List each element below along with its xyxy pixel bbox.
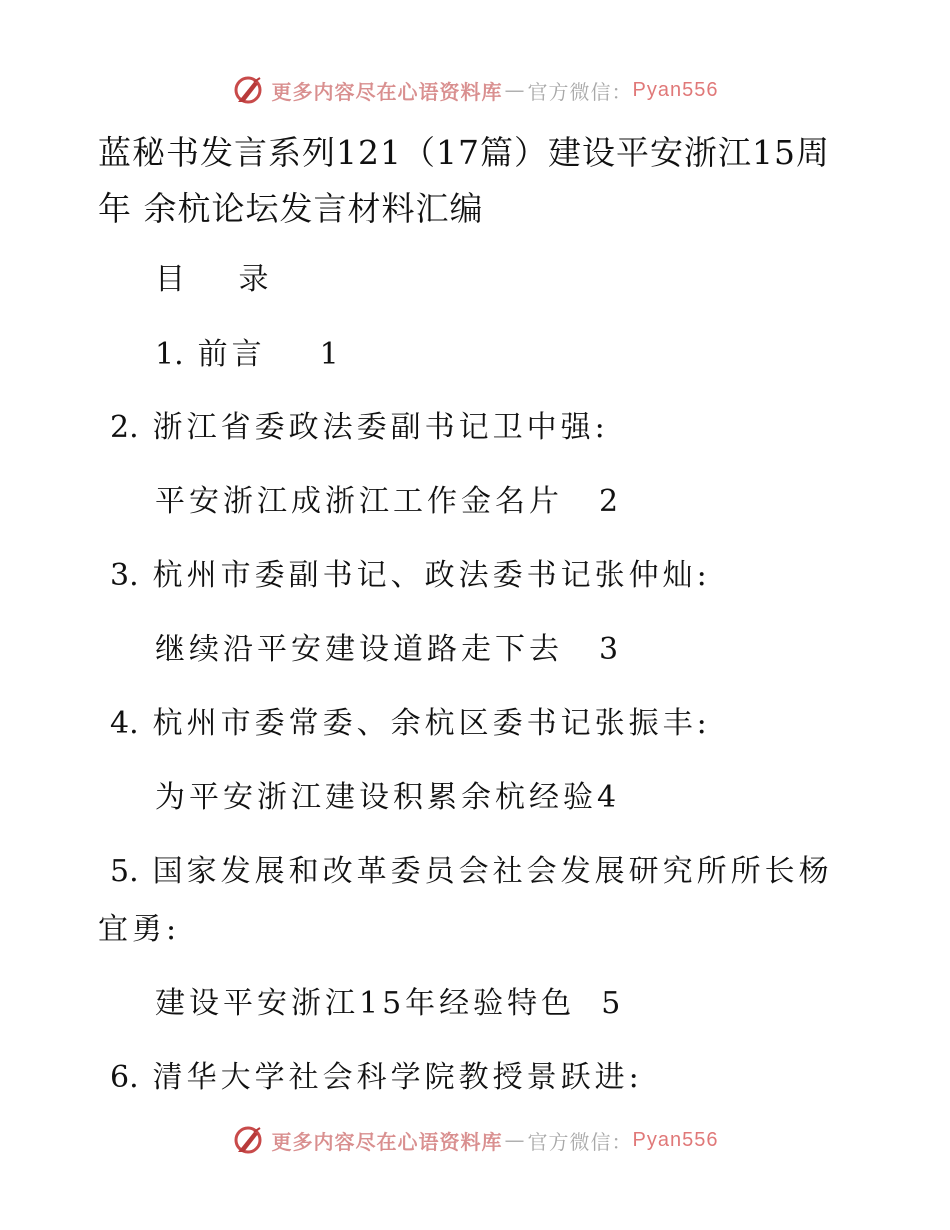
toc-entry-text: 建设平安浙江15年经验特色 <box>155 986 576 1021</box>
watermark-sub-text: 官方微信： <box>527 79 633 104</box>
toc-entry-text: 继续沿平安建设道路走下去 <box>155 632 563 667</box>
toc-entry-text: 杭州市委常委、余杭区委书记张振丰: <box>152 706 711 741</box>
toc-entry-number: 1. <box>155 337 184 372</box>
watermark-main-text: 更多内容尽在心语资料库 <box>271 79 503 104</box>
quill-logo-icon <box>232 74 264 106</box>
toc-entry-5-subtitle <box>155 982 620 1026</box>
watermark-banner-bottom <box>0 1120 950 1160</box>
toc-entry-5 <box>110 850 833 894</box>
watermark-main-text: 更多内容尽在心语资料库 <box>271 1129 503 1154</box>
toc-entry-number: 6. <box>110 1060 139 1095</box>
toc-entry-number: 2. <box>110 410 139 445</box>
toc-entry-text: 平安浙江成浙江工作金名片 <box>155 484 563 519</box>
toc-entry-page: 4 <box>597 780 617 815</box>
watermark-dash: — <box>504 1128 526 1152</box>
toc-entry-4-subtitle <box>155 776 616 820</box>
toc-entry-2 <box>110 406 609 450</box>
toc-entry-3 <box>110 554 711 598</box>
toc-entry-page: 1 <box>319 337 339 372</box>
toc-entry-text: 前言 <box>197 337 266 372</box>
toc-entry-4 <box>110 702 711 746</box>
watermark-wechat-id: Pyan556 <box>632 78 719 101</box>
watermark-dash: — <box>504 78 526 102</box>
toc-entry-number: 3. <box>110 558 139 593</box>
watermark-banner-top <box>0 70 950 110</box>
toc-entry-text: 国家发展和改革委员会社会发展研究所所长杨 <box>152 854 833 889</box>
toc-entry-text: 杭州市委副书记、政法委书记张仲灿: <box>152 558 711 593</box>
watermark-wechat-id: Pyan556 <box>632 1128 719 1151</box>
toc-entry-text: 清华大学社会科学院教授景跃进: <box>152 1060 643 1095</box>
document-title: 蓝秘书发言系列121（17篇）建设平安浙江15周年 余杭论坛发言材料汇编 <box>98 133 830 228</box>
toc-entry-number: 4. <box>110 706 139 741</box>
watermark-sub-text: 官方微信： <box>527 1129 633 1154</box>
toc-entry-1 <box>155 333 339 377</box>
toc-entry-text: 宜勇: <box>98 912 181 947</box>
toc-entry-6 <box>110 1056 643 1100</box>
toc-entry-number: 5. <box>110 854 139 889</box>
toc-heading: 目 录 <box>155 262 291 297</box>
toc-entry-2-subtitle <box>155 480 618 524</box>
toc-entry-text: 为平安浙江建设积累余杭经验 <box>155 780 597 815</box>
quill-logo-icon <box>232 1124 264 1156</box>
toc-entry-3-subtitle <box>155 628 618 672</box>
toc-entry-text: 浙江省委政法委副书记卫中强: <box>152 410 609 445</box>
toc-entry-page: 3 <box>599 632 619 667</box>
toc-entry-page: 5 <box>601 986 621 1021</box>
toc-entry-5-continuation <box>98 908 180 952</box>
toc-entry-page: 2 <box>599 484 619 519</box>
